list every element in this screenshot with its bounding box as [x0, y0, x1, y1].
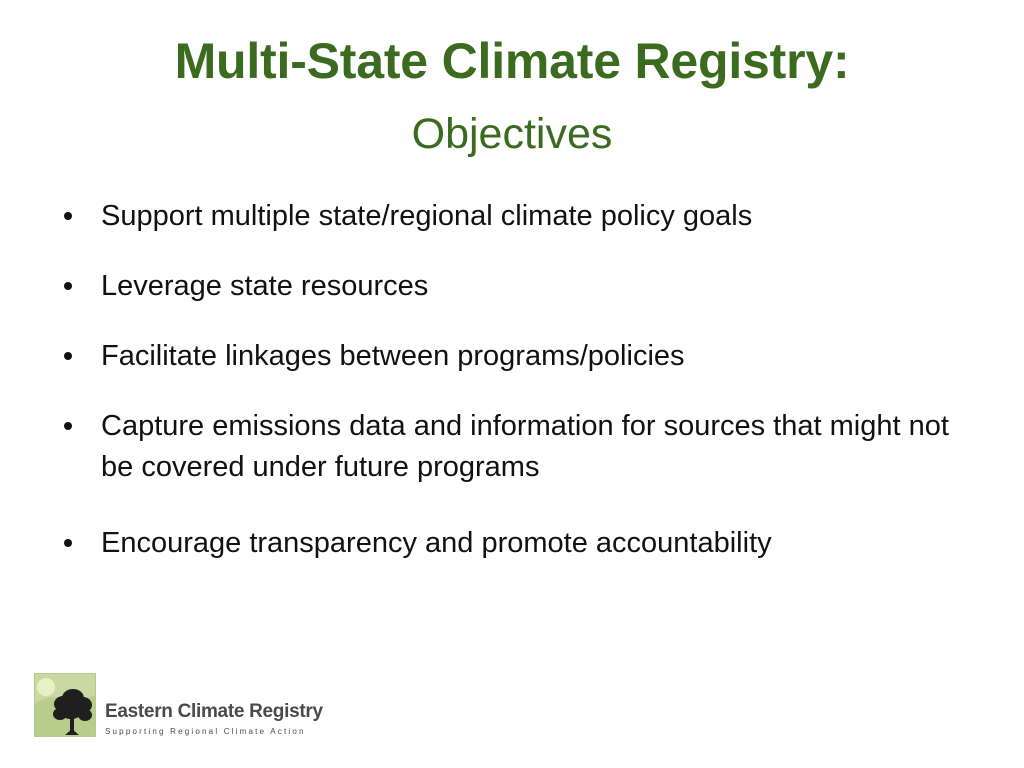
logo-name: Eastern Climate Registry	[105, 701, 323, 722]
bullet-text: Encourage transparency and promote accountability	[101, 527, 772, 559]
bullet-text: Support multiple state/regional climate policy goals	[101, 200, 753, 232]
bullet-item	[60, 266, 980, 307]
bullet-item	[60, 336, 980, 377]
bullet-dot-icon	[64, 352, 72, 360]
logo-emblem	[34, 673, 96, 737]
bullet-item	[60, 406, 980, 488]
slide-subtitle: Objectives	[411, 110, 613, 158]
bullet-text: Capture emissions data and information for sources that might not be covered under future programs	[101, 410, 949, 483]
bullet-text: Facilitate linkages between programs/policies	[101, 340, 685, 372]
bullet-dot-icon	[64, 422, 72, 430]
bullet-text: Leverage state resources	[101, 270, 429, 302]
slide-title: Multi-State Climate Registry:	[174, 33, 850, 89]
bullet-dot-icon	[64, 212, 72, 220]
eastern-climate-registry-logo	[34, 673, 334, 739]
logo-tagline: Supporting Regional Climate Action	[105, 727, 306, 736]
bullet-dot-icon	[64, 539, 72, 547]
bullet-list	[60, 196, 980, 593]
bullet-dot-icon	[64, 282, 72, 290]
bullet-item	[60, 196, 980, 237]
bullet-item	[60, 523, 980, 564]
tree-icon	[35, 674, 96, 737]
